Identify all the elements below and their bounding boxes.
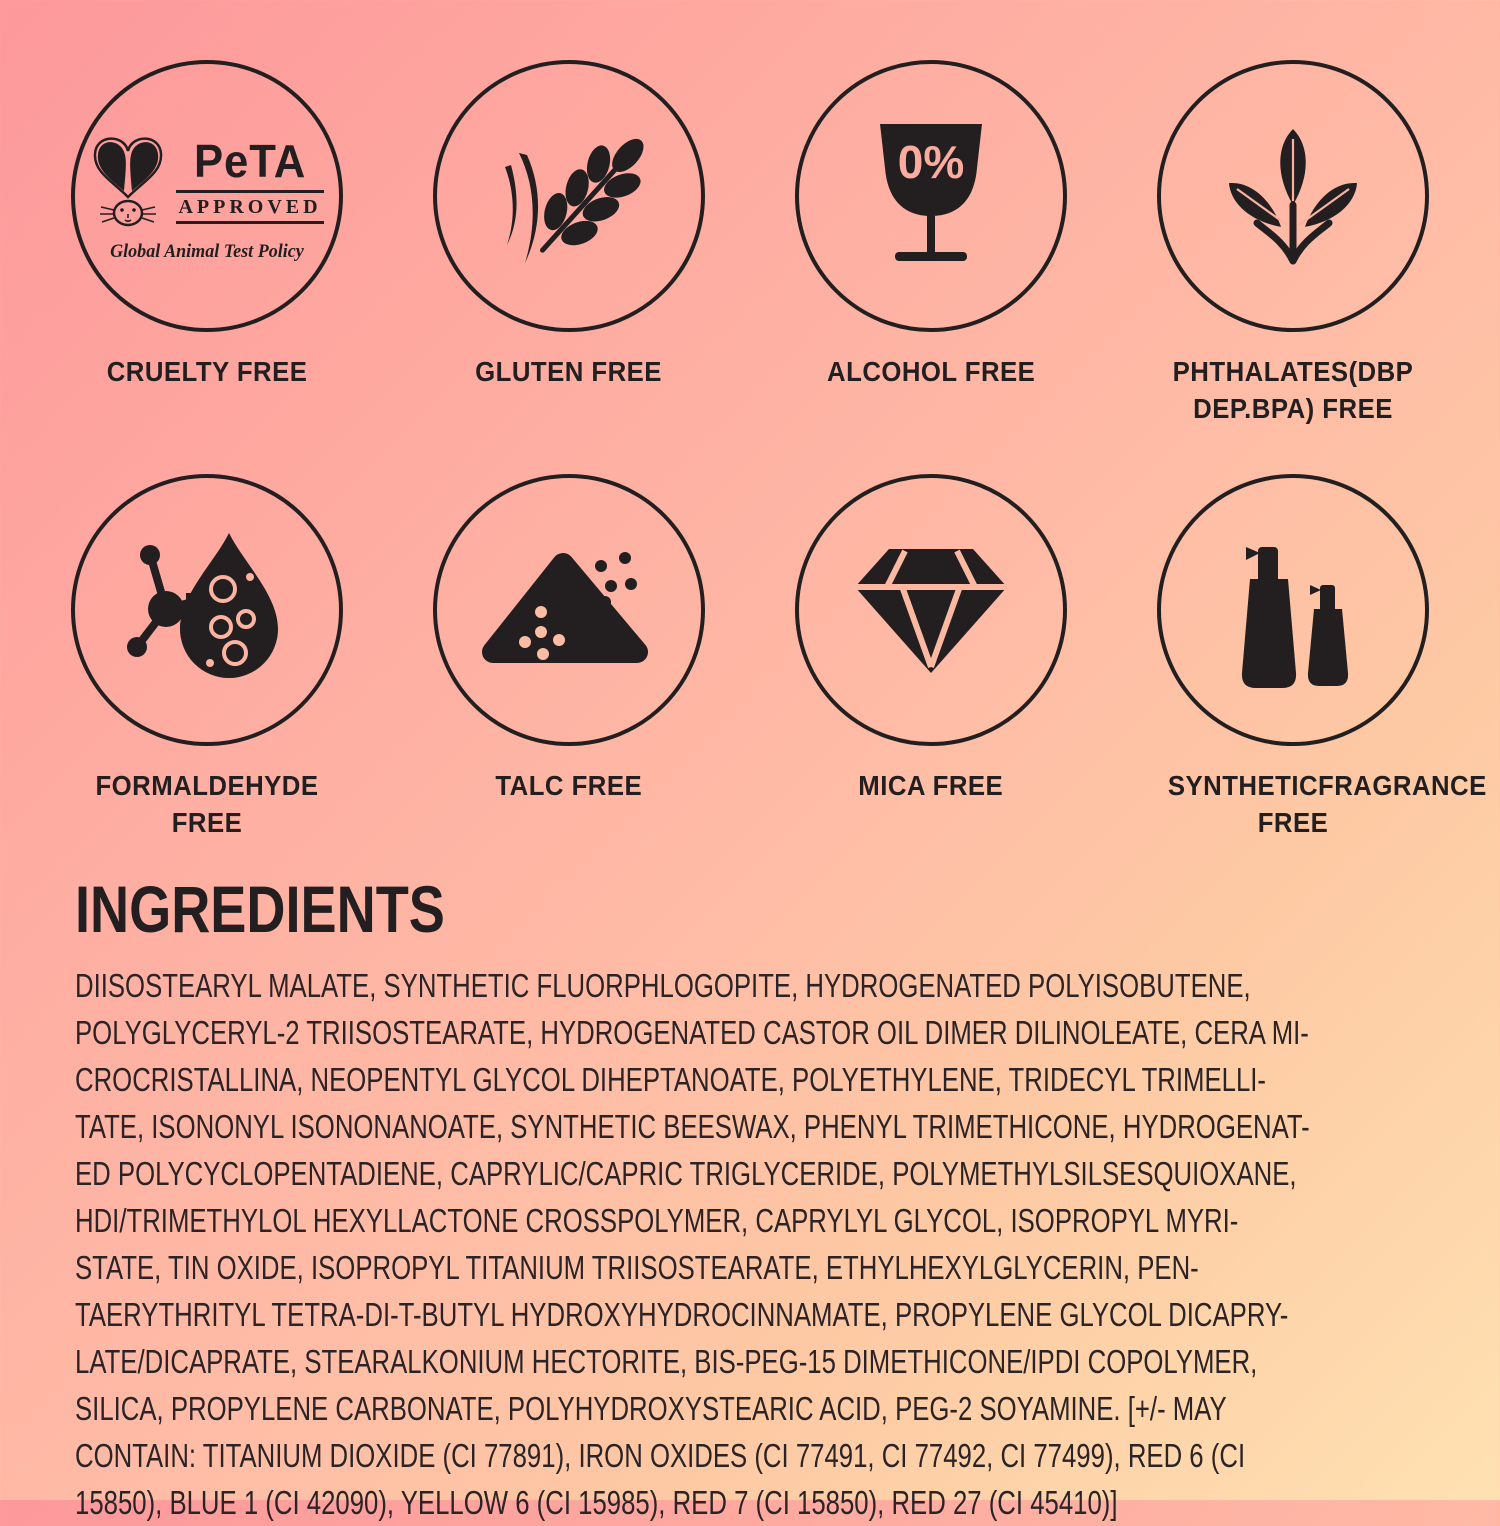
ingredients-line: STATE, TIN OXIDE, ISOPROPYL TITANIUM TRIISOSTEARATE, ETHYLHEXYLGLYCERIN, PEN- <box>75 1248 1199 1286</box>
cruelty-free-label: CRUELTY FREE <box>106 356 308 387</box>
wheat-icon <box>489 111 649 281</box>
badge-talc-free <box>388 474 750 842</box>
phthalates-free-label: PHTHALATES(DBP DEP.BPA) FREE <box>1172 356 1414 424</box>
mica-free-circle <box>795 474 1067 746</box>
alcohol-free-circle <box>795 60 1067 332</box>
peta-policy-text: Global Animal Test Policy <box>110 241 304 262</box>
ingredients-line: ED POLYCYCLOPENTADIENE, CAPRYLIC/CAPRIC TRIGLYCERIDE, POLYMETHYLSILSESQUIOXANE, <box>75 1154 1297 1192</box>
ingredients-line: CROCRISTALLINA, NEOPENTYL GLYCOL DIHEPTANOATE, POLYETHYLENE, TRIDECYL TRIMELLI- <box>75 1060 1266 1098</box>
ingredients-section <box>0 842 1500 1526</box>
badge-gluten-free <box>388 60 750 428</box>
ingredients-line: TATE, ISONONYL ISONONANOATE, SYNTHETIC BEESWAX, PHENYL TRIMETHICONE, HYDROGENAT- <box>75 1107 1310 1145</box>
phthalates-free-circle <box>1157 60 1429 332</box>
zero-percent-label: 0% <box>897 136 965 188</box>
powder-pile-icon <box>479 540 659 680</box>
badge-alcohol-free <box>750 60 1112 428</box>
diamond-icon <box>841 535 1021 685</box>
ingredients-line: DIISOSTEARYL MALATE, SYNTHETIC FLUORPHLOGOPITE, HYDROGENATED POLYISOBUTENE, <box>75 966 1251 1004</box>
talc-free-circle <box>433 474 705 746</box>
ingredients-line: POLYGLYCERYL-2 TRIISOSTEARATE, HYDROGENATED CASTOR OIL DIMER DILINOLEATE, CERA MI- <box>75 1013 1309 1051</box>
synthetic-fragrance-free-circle <box>1157 474 1429 746</box>
peta-approved-logo <box>90 129 323 263</box>
spray-bottles-icon <box>1218 525 1368 695</box>
ingredients-line: TAERYTHRITYL TETRA-DI-T-BUTYL HYDROXYHYDROCINNAMATE, PROPYLENE GLYCOL DICAPRY- <box>75 1295 1289 1333</box>
badge-formaldehyde-free <box>26 474 388 842</box>
ingredients-line: LATE/DICAPRATE, STEARALKONIUM HECTORITE, BIS-PEG-15 DIMETHICONE/IPDI COPOLYMER, <box>75 1342 1258 1380</box>
ingredients-line: CONTAIN: TITANIUM DIOXIDE (CI 77891), IRON OXIDES (CI 77491, CI 77492, CI 77499), RED 6 (CI <box>75 1436 1246 1474</box>
ingredients-line: 15850), BLUE 1 (CI 42090), YELLOW 6 (CI 15985), RED 7 (CI 15850), RED 27 (CI 45410)] <box>75 1483 1118 1521</box>
ingredients-line: SILICA, PROPYLENE CARBONATE, POLYHYDROXYSTEARIC ACID, PEG-2 SOYAMINE. [+/- MAY <box>75 1389 1227 1427</box>
badge-mica-free <box>750 474 1112 842</box>
gluten-free-label: GLUTEN FREE <box>475 356 663 387</box>
peta-bunny-heart-icon <box>90 129 166 233</box>
ingredients-heading: INGREDIENTS <box>75 871 445 946</box>
formaldehyde-free-circle <box>71 474 343 746</box>
formaldehyde-free-label: FORMALDEHYDE FREE <box>95 769 319 838</box>
peta-approved-text: APPROVED <box>176 190 323 224</box>
mica-free-label: MICA FREE <box>858 769 1004 801</box>
plant-leaves-icon <box>1213 121 1373 271</box>
droplet-molecule-icon <box>122 525 292 695</box>
badge-cruelty-free <box>26 60 388 428</box>
peta-brand-text: PeTA <box>193 135 307 187</box>
badge-phthalates-free <box>1112 60 1474 428</box>
talc-free-label: TALC FREE <box>495 769 643 801</box>
ingredients-line: HDI/TRIMETHYLOL HEXYLLACTONE CROSSPOLYMER, CAPRYLYL GLYCOL, ISOPROPYL MYRI- <box>75 1201 1239 1239</box>
synthetic-fragrance-free-label: SYNTHETICFRAGRANCE FREE <box>1167 769 1487 838</box>
cruelty-free-circle <box>71 60 343 332</box>
wine-glass-icon <box>865 118 997 274</box>
badge-synthetic-fragrance-free <box>1112 474 1487 842</box>
ingredients-text <box>75 962 1500 1526</box>
alcohol-free-label: ALCOHOL FREE <box>826 356 1036 387</box>
gluten-free-circle <box>433 60 705 332</box>
